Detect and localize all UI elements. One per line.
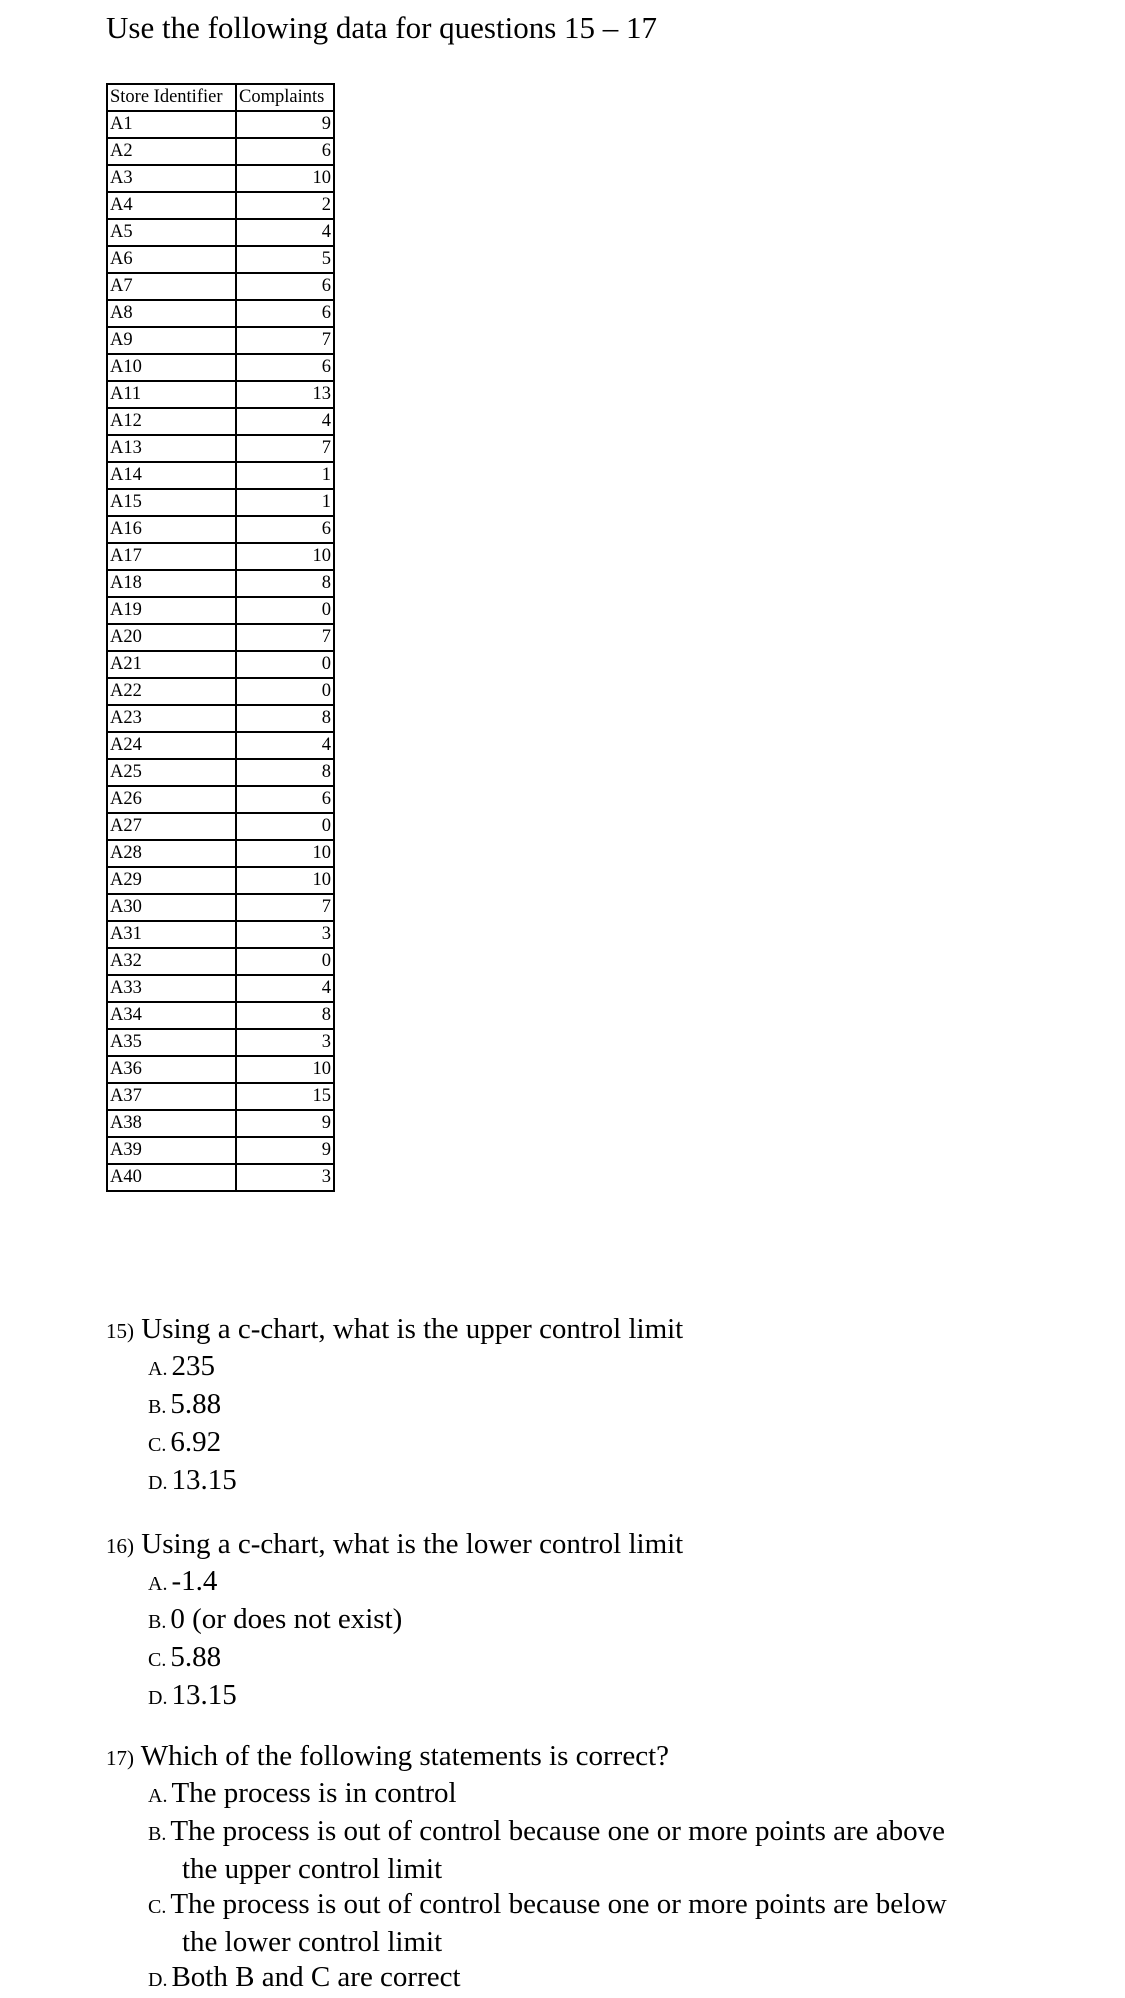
option-letter: C. xyxy=(148,1649,167,1671)
store-identifier-cell: A21 xyxy=(107,651,236,678)
store-identifier-cell: A2 xyxy=(107,138,236,165)
complaints-cell: 6 xyxy=(236,516,334,543)
table-row xyxy=(107,138,334,165)
store-identifier-cell: A5 xyxy=(107,219,236,246)
complaints-cell: 7 xyxy=(236,435,334,462)
question-stem xyxy=(106,1739,947,1776)
store-identifier-cell: A30 xyxy=(107,894,236,921)
complaints-cell: 0 xyxy=(236,948,334,975)
option-letter: A. xyxy=(148,1358,168,1380)
store-identifier-cell: A38 xyxy=(107,1110,236,1137)
complaints-cell: 0 xyxy=(236,813,334,840)
store-identifier-cell: A34 xyxy=(107,1002,236,1029)
complaints-cell: 4 xyxy=(236,975,334,1002)
answer-options xyxy=(106,1776,947,1998)
table-row xyxy=(107,219,334,246)
table-header-row xyxy=(107,84,334,111)
table-row xyxy=(107,516,334,543)
complaints-cell: 3 xyxy=(236,1164,334,1191)
table-row xyxy=(107,786,334,813)
table-row xyxy=(107,1164,334,1191)
complaints-table xyxy=(106,83,335,1192)
question-stem xyxy=(106,1312,683,1349)
question-stem xyxy=(106,1527,683,1564)
option-text: 5.88 xyxy=(170,1388,222,1420)
complaints-cell: 8 xyxy=(236,705,334,732)
table-row xyxy=(107,489,334,516)
store-identifier-cell: A32 xyxy=(107,948,236,975)
table-row xyxy=(107,1137,334,1164)
table-row xyxy=(107,300,334,327)
table-row xyxy=(107,1029,334,1056)
option-text: 0 (or does not exist) xyxy=(170,1603,403,1635)
store-identifier-cell: A22 xyxy=(107,678,236,705)
complaints-cell: 0 xyxy=(236,678,334,705)
option-text: The process is in control xyxy=(171,1777,457,1809)
store-identifier-cell: A33 xyxy=(107,975,236,1002)
table-body xyxy=(107,111,334,1191)
table-row xyxy=(107,894,334,921)
table-row xyxy=(107,948,334,975)
complaints-cell: 8 xyxy=(236,759,334,786)
complaints-cell: 6 xyxy=(236,300,334,327)
table-row xyxy=(107,435,334,462)
store-identifier-cell: A15 xyxy=(107,489,236,516)
store-identifier-cell: A13 xyxy=(107,435,236,462)
option-letter: B. xyxy=(148,1396,167,1418)
option-text: The process is out of control because one or more points are below xyxy=(170,1888,947,1920)
store-identifier-cell: A18 xyxy=(107,570,236,597)
option-text-continued: the lower control limit xyxy=(182,1926,443,1958)
column-header-store-identifier: Store Identifier xyxy=(107,84,236,111)
table-row xyxy=(107,921,334,948)
complaints-cell: 1 xyxy=(236,489,334,516)
answer-option xyxy=(106,1640,683,1678)
complaints-cell: 7 xyxy=(236,894,334,921)
complaints-cell: 8 xyxy=(236,1002,334,1029)
answer-options xyxy=(106,1349,683,1501)
store-identifier-cell: A6 xyxy=(107,246,236,273)
complaints-cell: 5 xyxy=(236,246,334,273)
store-identifier-cell: A17 xyxy=(107,543,236,570)
table-row xyxy=(107,462,334,489)
complaints-cell: 4 xyxy=(236,408,334,435)
store-identifier-cell: A28 xyxy=(107,840,236,867)
store-identifier-cell: A23 xyxy=(107,705,236,732)
store-identifier-cell: A3 xyxy=(107,165,236,192)
table-row xyxy=(107,732,334,759)
table-row xyxy=(107,867,334,894)
complaints-cell: 3 xyxy=(236,1029,334,1056)
table-row xyxy=(107,246,334,273)
option-text: -1.4 xyxy=(171,1565,218,1597)
question-15 xyxy=(106,1312,683,1501)
answer-option xyxy=(106,1425,683,1463)
option-letter: A. xyxy=(148,1573,168,1595)
complaints-cell: 10 xyxy=(236,1056,334,1083)
store-identifier-cell: A19 xyxy=(107,597,236,624)
table-row xyxy=(107,840,334,867)
table-row xyxy=(107,759,334,786)
store-identifier-cell: A8 xyxy=(107,300,236,327)
complaints-cell: 10 xyxy=(236,165,334,192)
table-row xyxy=(107,1002,334,1029)
table-row xyxy=(107,111,334,138)
option-text: 5.88 xyxy=(170,1641,222,1673)
table-row xyxy=(107,543,334,570)
table-row xyxy=(107,678,334,705)
question-number: 16) xyxy=(106,1534,134,1558)
store-identifier-cell: A35 xyxy=(107,1029,236,1056)
complaints-cell: 4 xyxy=(236,732,334,759)
complaints-cell: 10 xyxy=(236,543,334,570)
table-row xyxy=(107,1056,334,1083)
option-letter: D. xyxy=(148,1687,168,1709)
store-identifier-cell: A16 xyxy=(107,516,236,543)
table-row xyxy=(107,192,334,219)
answer-options xyxy=(106,1564,683,1716)
option-text: 235 xyxy=(171,1350,215,1382)
store-identifier-cell: A26 xyxy=(107,786,236,813)
complaints-cell: 6 xyxy=(236,273,334,300)
table-row xyxy=(107,813,334,840)
answer-option xyxy=(106,1776,947,1814)
option-letter: A. xyxy=(148,1785,168,1807)
complaints-cell: 8 xyxy=(236,570,334,597)
option-letter: B. xyxy=(148,1611,167,1633)
store-identifier-cell: A31 xyxy=(107,921,236,948)
store-identifier-cell: A25 xyxy=(107,759,236,786)
complaints-cell: 9 xyxy=(236,1137,334,1164)
answer-option xyxy=(106,1678,683,1716)
question-text: Which of the following statements is correct? xyxy=(140,1740,670,1772)
table-row xyxy=(107,381,334,408)
answer-option xyxy=(106,1814,947,1887)
question-text: Using a c-chart, what is the lower control limit xyxy=(141,1528,684,1560)
answer-option xyxy=(106,1887,947,1960)
complaints-cell: 4 xyxy=(236,219,334,246)
question-number: 15) xyxy=(106,1319,134,1343)
store-identifier-cell: A7 xyxy=(107,273,236,300)
option-letter: C. xyxy=(148,1896,167,1918)
option-letter: D. xyxy=(148,1472,168,1494)
store-identifier-cell: A9 xyxy=(107,327,236,354)
store-identifier-cell: A27 xyxy=(107,813,236,840)
question-16 xyxy=(106,1527,683,1716)
complaints-cell: 13 xyxy=(236,381,334,408)
answer-option xyxy=(106,1463,683,1501)
table-row xyxy=(107,327,334,354)
answer-option xyxy=(106,1960,947,1998)
answer-option xyxy=(106,1602,683,1640)
complaints-cell: 9 xyxy=(236,1110,334,1137)
table-row xyxy=(107,597,334,624)
table-row xyxy=(107,1083,334,1110)
answer-option xyxy=(106,1387,683,1425)
store-identifier-cell: A39 xyxy=(107,1137,236,1164)
store-identifier-cell: A14 xyxy=(107,462,236,489)
option-text: Both B and C are correct xyxy=(171,1961,461,1993)
answer-option xyxy=(106,1564,683,1602)
table-row xyxy=(107,408,334,435)
option-text: The process is out of control because one or more points are above xyxy=(170,1815,946,1847)
complaints-cell: 0 xyxy=(236,597,334,624)
store-identifier-cell: A37 xyxy=(107,1083,236,1110)
store-identifier-cell: A12 xyxy=(107,408,236,435)
option-letter: B. xyxy=(148,1823,167,1845)
intro-heading: Use the following data for questions 15 – 17 xyxy=(106,10,658,45)
store-identifier-cell: A10 xyxy=(107,354,236,381)
option-text: 13.15 xyxy=(171,1679,237,1711)
question-17 xyxy=(106,1739,947,1998)
complaints-cell: 2 xyxy=(236,192,334,219)
complaints-cell: 9 xyxy=(236,111,334,138)
complaints-cell: 10 xyxy=(236,840,334,867)
option-text-continued: the upper control limit xyxy=(182,1853,443,1885)
complaints-cell: 6 xyxy=(236,786,334,813)
store-identifier-cell: A24 xyxy=(107,732,236,759)
complaints-cell: 6 xyxy=(236,354,334,381)
option-letter: C. xyxy=(148,1434,167,1456)
complaints-cell: 3 xyxy=(236,921,334,948)
complaints-cell: 7 xyxy=(236,327,334,354)
table-row xyxy=(107,975,334,1002)
table-row xyxy=(107,354,334,381)
table-row xyxy=(107,705,334,732)
table-row xyxy=(107,624,334,651)
question-number: 17) xyxy=(106,1746,134,1770)
table-row xyxy=(107,165,334,192)
store-identifier-cell: A20 xyxy=(107,624,236,651)
store-identifier-cell: A36 xyxy=(107,1056,236,1083)
complaints-cell: 10 xyxy=(236,867,334,894)
complaints-cell: 0 xyxy=(236,651,334,678)
table-row xyxy=(107,273,334,300)
complaints-cell: 15 xyxy=(236,1083,334,1110)
column-header-complaints: Complaints xyxy=(236,84,334,111)
complaints-cell: 6 xyxy=(236,138,334,165)
complaints-cell: 7 xyxy=(236,624,334,651)
question-text: Using a c-chart, what is the upper control limit xyxy=(141,1313,684,1345)
table-row xyxy=(107,1110,334,1137)
table-row xyxy=(107,570,334,597)
option-text: 13.15 xyxy=(171,1464,237,1496)
store-identifier-cell: A40 xyxy=(107,1164,236,1191)
option-text: 6.92 xyxy=(170,1426,222,1458)
complaints-cell: 1 xyxy=(236,462,334,489)
table-row xyxy=(107,651,334,678)
answer-option xyxy=(106,1349,683,1387)
store-identifier-cell: A1 xyxy=(107,111,236,138)
store-identifier-cell: A4 xyxy=(107,192,236,219)
store-identifier-cell: A11 xyxy=(107,381,236,408)
store-identifier-cell: A29 xyxy=(107,867,236,894)
option-letter: D. xyxy=(148,1969,168,1991)
